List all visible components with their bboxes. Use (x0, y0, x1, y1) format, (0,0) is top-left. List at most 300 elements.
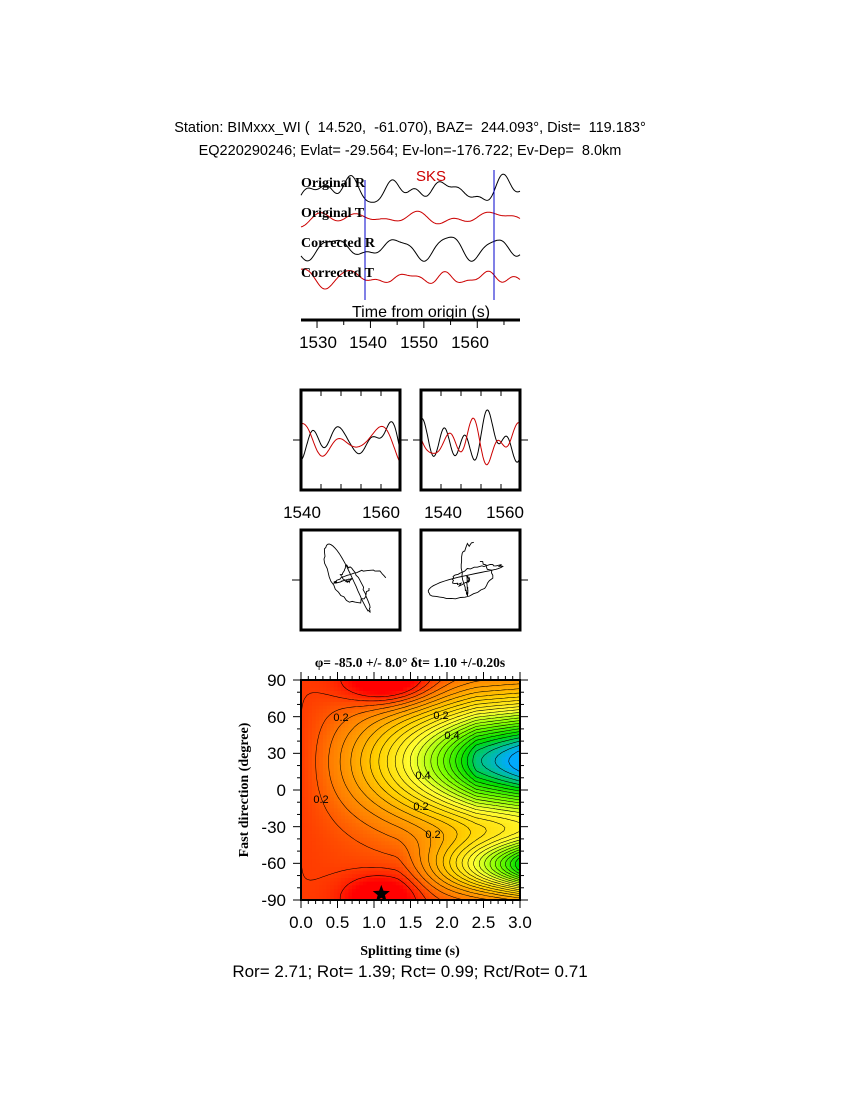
heatmap-cell (345, 772, 349, 776)
heatmap-cell (396, 893, 400, 897)
heatmap-cell (381, 878, 385, 882)
heatmap-cell (327, 720, 331, 724)
heatmap-cell (352, 761, 356, 765)
heatmap-cell (367, 706, 371, 710)
heatmap-cell (305, 797, 309, 801)
heatmap-cell (385, 812, 389, 816)
heatmap-cell (308, 812, 312, 816)
waveform-left-tick-1560: 1560 (362, 503, 400, 522)
heatmap-cell (312, 889, 316, 893)
heatmap-cell (370, 819, 374, 823)
heatmap-cell (374, 885, 378, 889)
heatmap-cell (323, 878, 327, 882)
contour-xlabel: Splitting time (s) (360, 944, 460, 959)
heatmap-cell (462, 845, 466, 849)
heatmap-cell (411, 849, 415, 853)
heatmap-cell (447, 768, 451, 772)
heatmap-cell (345, 893, 349, 897)
heatmap-cell (348, 739, 352, 743)
heatmap-cell (356, 885, 360, 889)
ytick-90: 90 (267, 671, 286, 690)
heatmap-cell (367, 849, 371, 853)
heatmap-cell (454, 893, 458, 897)
contour-label-6: 0.2 (313, 794, 329, 806)
heatmap-cell (312, 823, 316, 827)
heatmap-cell (338, 739, 342, 743)
heatmap-cell (348, 684, 352, 688)
heatmap-cell (367, 775, 371, 779)
heatmap-cell (370, 893, 374, 897)
heatmap-cell (403, 816, 407, 820)
heatmap-cell (484, 786, 488, 790)
heatmap-cell (370, 698, 374, 702)
heatmap-cell (440, 739, 444, 743)
heatmap-cell (352, 849, 356, 853)
heatmap-cell (312, 720, 316, 724)
heatmap-cell (363, 684, 367, 688)
heatmap-cell (378, 856, 382, 860)
heatmap-cell (370, 830, 374, 834)
heatmap-cell (348, 841, 352, 845)
heatmap-cell (465, 860, 469, 864)
heatmap-cell (480, 717, 484, 721)
heatmap-cell (334, 841, 338, 845)
heatmap-cell (411, 786, 415, 790)
heatmap-cell (352, 735, 356, 739)
heatmap-cell (418, 783, 422, 787)
heatmap-cell (305, 706, 309, 710)
heatmap-cell (451, 834, 455, 838)
heatmap-cell (462, 827, 466, 831)
heatmap-cell (385, 882, 389, 886)
heatmap-cell (378, 827, 382, 831)
heatmap-cell (330, 790, 334, 794)
heatmap-cell (305, 867, 309, 871)
heatmap-cell (502, 764, 506, 768)
heatmap-cell (305, 882, 309, 886)
heatmap-cell (418, 750, 422, 754)
heatmap-cell (348, 845, 352, 849)
heatmap-cell (443, 790, 447, 794)
heatmap-cell (312, 808, 316, 812)
heatmap-cell (381, 783, 385, 787)
heatmap-cell (458, 867, 462, 871)
heatmap-cell (381, 812, 385, 816)
heatmap-cell (429, 878, 433, 882)
heatmap-cell (469, 684, 473, 688)
heatmap-cell (316, 735, 320, 739)
heatmap-cell (363, 812, 367, 816)
heatmap-cell (352, 871, 356, 875)
heatmap-cell (462, 819, 466, 823)
heatmap-cell (312, 863, 316, 867)
heatmap-cell (334, 808, 338, 812)
heatmap-cell (348, 808, 352, 812)
heatmap-cell (334, 867, 338, 871)
heatmap-cell (330, 805, 334, 809)
heatmap-cell (440, 852, 444, 856)
heatmap-cell (334, 878, 338, 882)
heatmap-cell (341, 823, 345, 827)
heatmap-cell (327, 863, 331, 867)
heatmap-cell (308, 731, 312, 735)
heatmap-cell (308, 885, 312, 889)
heatmap-cell (491, 761, 495, 765)
heatmap-cell (443, 812, 447, 816)
heatmap-cell (429, 893, 433, 897)
heatmap-cell (370, 739, 374, 743)
heatmap-cell (341, 687, 345, 691)
heatmap-cell (319, 757, 323, 761)
heatmap-cell (484, 808, 488, 812)
heatmap-cell (323, 885, 327, 889)
heatmap-cell (345, 731, 349, 735)
heatmap-cell (462, 852, 466, 856)
heatmap-cell (316, 885, 320, 889)
heatmap-cell (411, 742, 415, 746)
heatmap-cell (370, 706, 374, 710)
heatmap-cell (509, 753, 513, 757)
heatmap-cell (359, 871, 363, 875)
heatmap-cell (345, 889, 349, 893)
heatmap-cell (378, 819, 382, 823)
heatmap-cell (330, 878, 334, 882)
heatmap-cell (385, 695, 389, 699)
heatmap-cell (323, 845, 327, 849)
heatmap-cell (378, 852, 382, 856)
heatmap-cell (392, 735, 396, 739)
heatmap-cell (443, 845, 447, 849)
heatmap-cell (348, 838, 352, 842)
heatmap-cell (440, 753, 444, 757)
heatmap-cell (352, 757, 356, 761)
heatmap-cell (367, 871, 371, 875)
heatmap-cell (356, 709, 360, 713)
heatmap-cell (312, 819, 316, 823)
heatmap-cell (378, 808, 382, 812)
heatmap-cell (312, 841, 316, 845)
heatmap-cell (414, 819, 418, 823)
heatmap-cell (403, 838, 407, 842)
heatmap-cell (316, 838, 320, 842)
heatmap-cell (348, 742, 352, 746)
heatmap-cell (363, 691, 367, 695)
heatmap-cell (381, 750, 385, 754)
heatmap-cell (327, 706, 331, 710)
heatmap-cell (498, 750, 502, 754)
heatmap-cell (308, 728, 312, 732)
heatmap-cell (381, 757, 385, 761)
heatmap-cell (381, 860, 385, 864)
heatmap-cell (341, 838, 345, 842)
heatmap-cell (462, 757, 466, 761)
heatmap-cell (305, 889, 309, 893)
heatmap-cell (451, 684, 455, 688)
heatmap-cell (378, 863, 382, 867)
heatmap-cell (484, 893, 488, 897)
heatmap-cell (345, 874, 349, 878)
heatmap-cell (498, 808, 502, 812)
heatmap-cell (348, 735, 352, 739)
heatmap-cell (367, 830, 371, 834)
heatmap-cell (513, 695, 517, 699)
heatmap-cell (345, 794, 349, 798)
heatmap-cell (312, 775, 316, 779)
heatmap-cell (308, 786, 312, 790)
heatmap-cell (305, 878, 309, 882)
heatmap-cell (469, 823, 473, 827)
heatmap-cell (498, 728, 502, 732)
heatmap-cell (356, 786, 360, 790)
heatmap-cell (338, 863, 342, 867)
heatmap-cell (487, 757, 491, 761)
heatmap-cell (378, 823, 382, 827)
heatmap-cell (334, 753, 338, 757)
heatmap-cell (389, 808, 393, 812)
heatmap-cell (356, 834, 360, 838)
heatmap-cell (440, 684, 444, 688)
heatmap-cell (345, 684, 349, 688)
heatmap-cell (345, 797, 349, 801)
heatmap-cell (407, 684, 411, 688)
heatmap-cell (367, 856, 371, 860)
heatmap-cell (451, 742, 455, 746)
heatmap-cell (334, 852, 338, 856)
heatmap-cell (341, 871, 345, 875)
heatmap-cell (359, 889, 363, 893)
heatmap-cell (356, 856, 360, 860)
heatmap-cell (374, 750, 378, 754)
heatmap-cell (378, 812, 382, 816)
heatmap-cell (502, 702, 506, 706)
heatmap-cell (400, 841, 404, 845)
waveform-trace-red (421, 418, 520, 465)
heatmap-cell (381, 823, 385, 827)
heatmap-cell (363, 739, 367, 743)
heatmap-cell (323, 739, 327, 743)
heatmap-cell (389, 882, 393, 886)
heatmap-cell (370, 757, 374, 761)
heatmap-cell (341, 753, 345, 757)
heatmap-cell (359, 863, 363, 867)
heatmap-cell (323, 856, 327, 860)
heatmap-cell (312, 783, 316, 787)
heatmap-cell (425, 764, 429, 768)
heatmap-cell (305, 856, 309, 860)
heatmap-cell (356, 874, 360, 878)
heatmap-cell (370, 834, 374, 838)
heatmap-cell (484, 775, 488, 779)
heatmap-cell (389, 827, 393, 831)
heatmap-cell (403, 801, 407, 805)
heatmap-cell (505, 717, 509, 721)
heatmap-cell (473, 775, 477, 779)
heatmap-cell (323, 709, 327, 713)
heatmap-cell (407, 786, 411, 790)
heatmap-cell (367, 698, 371, 702)
phase-label: SKS (416, 168, 447, 185)
heatmap-cell (308, 768, 312, 772)
heatmap-cell (323, 775, 327, 779)
heatmap-cell (451, 845, 455, 849)
heatmap-cell (345, 764, 349, 768)
heatmap-cell (436, 761, 440, 765)
heatmap-cell (407, 874, 411, 878)
heatmap-cell (352, 805, 356, 809)
heatmap-cell (334, 742, 338, 746)
heatmap-cell (305, 724, 309, 728)
heatmap-cell (367, 878, 371, 882)
heatmap-cell (308, 753, 312, 757)
heatmap-cell (334, 746, 338, 750)
heatmap-cell (327, 878, 331, 882)
heatmap-cell (407, 863, 411, 867)
heatmap-cell (458, 849, 462, 853)
heatmap-cell (305, 779, 309, 783)
heatmap-cell (407, 816, 411, 820)
heatmap-cell (356, 794, 360, 798)
heatmap-cell (312, 830, 316, 834)
heatmap-cell (345, 753, 349, 757)
ytick-0: 0 (276, 781, 286, 800)
heatmap-cell (491, 764, 495, 768)
heatmap-cell (334, 779, 338, 783)
heatmap-cell (308, 739, 312, 743)
heatmap-cell (319, 739, 323, 743)
heatmap-cell (334, 830, 338, 834)
heatmap-cell (327, 750, 331, 754)
waveform-corrected-traces (421, 410, 520, 465)
heatmap-cell (327, 823, 331, 827)
heatmap-cell (308, 845, 312, 849)
heatmap-cell (327, 735, 331, 739)
heatmap-cell (312, 867, 316, 871)
heatmap-cell (308, 783, 312, 787)
heatmap-cell (505, 698, 509, 702)
heatmap-cell (308, 849, 312, 853)
heatmap-cell (338, 702, 342, 706)
heatmap-cell (370, 885, 374, 889)
heatmap-cell (480, 838, 484, 842)
heatmap-cell (345, 816, 349, 820)
heatmap-cell (447, 830, 451, 834)
heatmap-cell (374, 830, 378, 834)
heatmap-cell (403, 856, 407, 860)
heatmap-cell (338, 691, 342, 695)
heatmap-cell (421, 856, 425, 860)
heatmap-cell (352, 717, 356, 721)
heatmap-cell (319, 695, 323, 699)
heatmap-cell (370, 783, 374, 787)
heatmap-cell (312, 698, 316, 702)
heatmap-cell (338, 757, 342, 761)
heatmap-cell (319, 816, 323, 820)
heatmap-cell (454, 827, 458, 831)
heatmap-cell (447, 750, 451, 754)
particle-motion-path (428, 542, 503, 599)
heatmap-cell (389, 830, 393, 834)
heatmap-cell (432, 761, 436, 765)
heatmap-cell (305, 717, 309, 721)
heatmap-cell (447, 757, 451, 761)
heatmap-cell (323, 772, 327, 776)
heatmap-cell (323, 834, 327, 838)
xtick-2: 2.0 (435, 913, 459, 932)
heatmap-cell (451, 772, 455, 776)
heatmap-cell (341, 702, 345, 706)
heatmap-cell (308, 856, 312, 860)
heatmap-cell (374, 702, 378, 706)
heatmap-cell (432, 863, 436, 867)
heatmap-cell (352, 794, 356, 798)
heatmap-cell (323, 871, 327, 875)
heatmap-cell (356, 882, 360, 886)
heatmap-cell (513, 706, 517, 710)
heatmap-cell (359, 713, 363, 717)
heatmap-cell (308, 735, 312, 739)
heatmap-cell (308, 841, 312, 845)
heatmap-cell (363, 801, 367, 805)
heatmap-cell (327, 783, 331, 787)
heatmap-cell (345, 827, 349, 831)
heatmap-cell (378, 838, 382, 842)
heatmap-cell (327, 724, 331, 728)
heatmap-cell (363, 731, 367, 735)
heatmap-cell (484, 783, 488, 787)
heatmap-cell (319, 709, 323, 713)
heatmap-cell (327, 838, 331, 842)
heatmap-cell (440, 823, 444, 827)
heatmap-cell (367, 889, 371, 893)
heatmap-cell (363, 786, 367, 790)
heatmap-cell (473, 827, 477, 831)
event-header: EQ220290246; Evlat= -29.564; Ev-lon=-176.722; Ev-Dep= 8.0km (198, 143, 622, 159)
heatmap-cell (407, 860, 411, 864)
heatmap-cell (305, 757, 309, 761)
heatmap-cell (316, 856, 320, 860)
heatmap-cell (341, 878, 345, 882)
heatmap-cell (319, 867, 323, 871)
heatmap-cell (476, 720, 480, 724)
heatmap-cell (509, 691, 513, 695)
heatmap-cell (352, 816, 356, 820)
heatmap-cell (348, 746, 352, 750)
heatmap-cell (305, 838, 309, 842)
heatmap-cell (327, 772, 331, 776)
heatmap-cell (334, 827, 338, 831)
heatmap-cell (407, 845, 411, 849)
heatmap-cell (308, 801, 312, 805)
heatmap-cell (454, 757, 458, 761)
heatmap-cell (421, 746, 425, 750)
heatmap-cell (312, 882, 316, 886)
heatmap-cell (451, 871, 455, 875)
heatmap-cell (356, 852, 360, 856)
heatmap-cell (312, 772, 316, 776)
particle-motion-original-path (324, 544, 386, 612)
heatmap-cell (356, 838, 360, 842)
heatmap-cell (330, 750, 334, 754)
heatmap-cell (367, 893, 371, 897)
heatmap-cell (494, 801, 498, 805)
heatmap-cell (491, 724, 495, 728)
heatmap-cell (480, 860, 484, 864)
heatmap-cell (308, 757, 312, 761)
heatmap-cell (341, 845, 345, 849)
heatmap-cell (440, 761, 444, 765)
heatmap-cell (323, 882, 327, 886)
heatmap-cell (330, 794, 334, 798)
